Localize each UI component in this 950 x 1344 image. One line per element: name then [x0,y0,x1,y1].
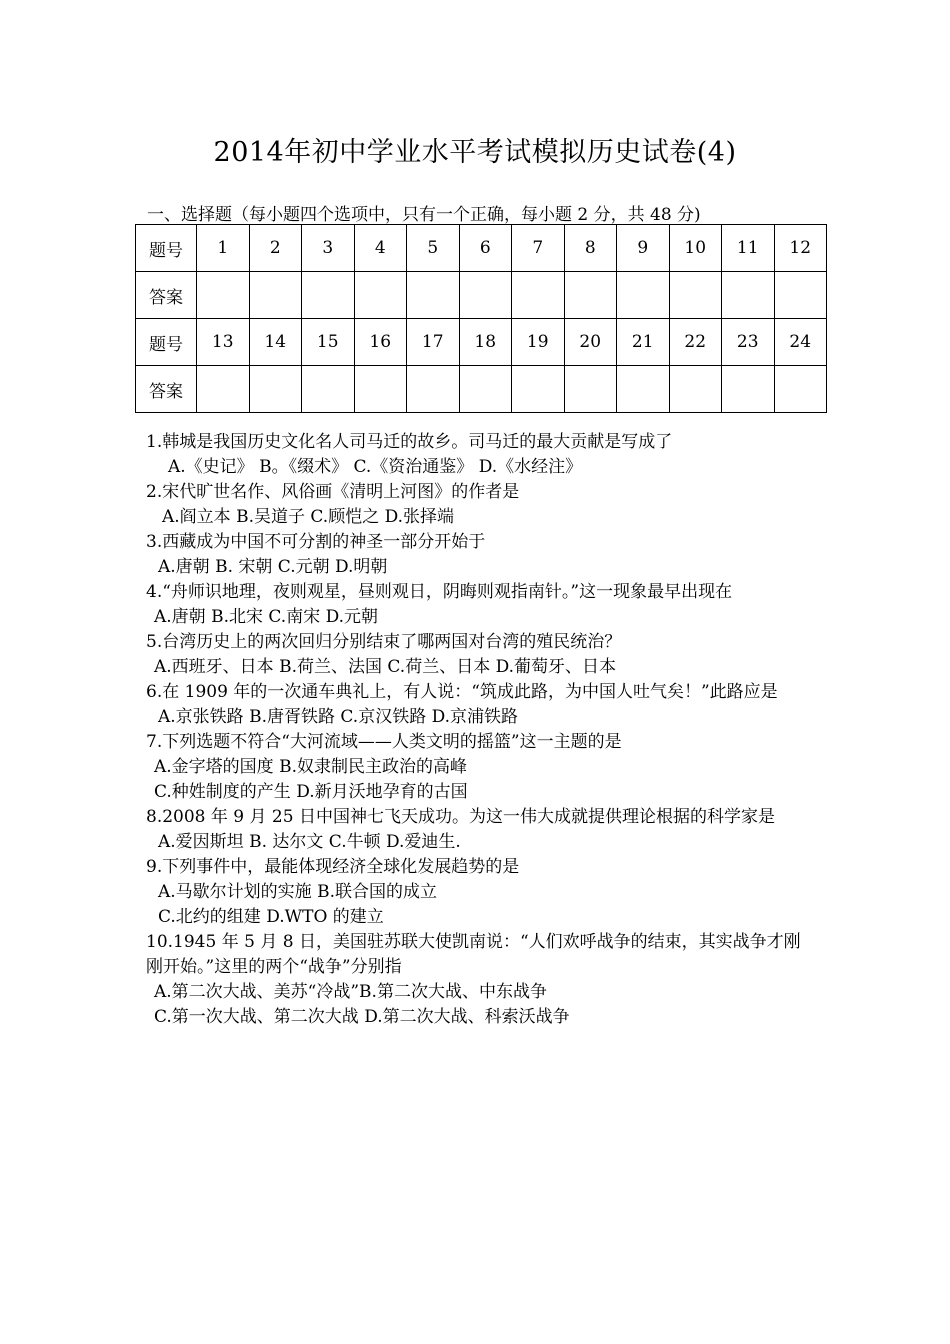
number-cell: 8 [564,225,617,272]
number-cell: 19 [512,319,565,366]
question-stem: 9.下列事件中，最能体现经济全球化发展趋势的是 [146,857,520,877]
number-cell: 6 [459,225,512,272]
row-header: 答案 [136,272,197,319]
answer-cell[interactable] [512,366,565,413]
answer-cell[interactable] [302,366,355,413]
answer-cell[interactable] [459,366,512,413]
question-stem: 3.西藏成为中国不可分割的神圣一部分开始于 [146,532,486,552]
question-stem: 7.下列选题不符合“大河流域——人类文明的摇篮”这一主题的是 [146,732,622,752]
question-stem: 10.1945 年 5 月 8 日，美国驻苏联大使凯南说：“人们欢呼战争的结束，其实战争才刚刚开始。”这里的两个“战争”分别指 [146,932,801,977]
answer-cell[interactable] [512,272,565,319]
number-cell: 2 [249,225,302,272]
question-options: A.第二次大战、美苏“冷战”B.第二次大战、中东战争 [154,982,547,1002]
question-options: A.阎立本 B.吴道子 C.顾恺之 D.张择端 [162,507,455,527]
answer-cell[interactable] [407,272,460,319]
question-stem: 8.2008 年 9 月 25 日中国神七飞天成功。为这一伟大成就提供理论根据的科学家是 [146,807,775,827]
table-row [136,366,827,413]
answer-cell[interactable] [722,272,775,319]
answer-cell[interactable] [197,366,250,413]
number-cell: 1 [197,225,250,272]
section-heading: 一、选择题（每小题四个选项中，只有一个正确，每小题 2 分，共 48 分) [147,205,701,225]
answer-cell[interactable] [249,366,302,413]
question-list [146,430,816,1030]
answer-cell[interactable] [617,272,670,319]
number-cell: 7 [512,225,565,272]
question-options: A.爱因斯坦 B. 达尔文 C.牛顿 D.爱迪生. [158,832,461,852]
number-cell: 15 [302,319,355,366]
answer-cell[interactable] [617,366,670,413]
number-cell: 14 [249,319,302,366]
answer-cell[interactable] [249,272,302,319]
question-options: A.《史记》 B。《缀术》 C.《资治通鉴》 D.《水经注》 [168,457,583,477]
question-options: C.北约的组建 D.WTO 的建立 [158,907,384,927]
number-cell: 10 [669,225,722,272]
number-cell: 3 [302,225,355,272]
number-cell: 13 [197,319,250,366]
number-cell: 20 [564,319,617,366]
row-header: 答案 [136,366,197,413]
answer-cell[interactable] [354,272,407,319]
question-options: C.第一次大战、第二次大战 D.第二次大战、科索沃战争 [154,1007,570,1027]
row-header: 题号 [136,319,197,366]
answer-cell[interactable] [197,272,250,319]
question-stem: 2.宋代旷世名作、风俗画《清明上河图》的作者是 [146,482,520,502]
question-options: C.种姓制度的产生 D.新月沃地孕育的古国 [154,782,468,802]
number-cell: 17 [407,319,460,366]
answer-cell[interactable] [774,272,827,319]
number-cell: 18 [459,319,512,366]
question-options: A.唐朝 B. 宋朝 C.元朝 D.明朝 [158,557,388,577]
answer-cell[interactable] [459,272,512,319]
question-options: A.金字塔的国度 B.奴隶制民主政治的高峰 [154,757,467,777]
answer-cell[interactable] [564,366,617,413]
answer-cell[interactable] [669,272,722,319]
question-options: A.西班牙、日本 B.荷兰、法国 C.荷兰、日本 D.葡萄牙、日本 [154,657,617,677]
number-cell: 24 [774,319,827,366]
answer-cell[interactable] [669,366,722,413]
number-cell: 11 [722,225,775,272]
number-cell: 22 [669,319,722,366]
answer-cell[interactable] [407,366,460,413]
answer-table [135,224,827,413]
number-cell: 16 [354,319,407,366]
row-header: 题号 [136,225,197,272]
question-options: A.唐朝 B.北宋 C.南宋 D.元朝 [154,607,379,627]
answer-cell[interactable] [302,272,355,319]
question-stem: 5.台湾历史上的两次回归分别结束了哪两国对台湾的殖民统治？ [146,632,622,652]
number-cell: 4 [354,225,407,272]
table-row [136,225,827,272]
number-cell: 12 [774,225,827,272]
question-stem: 4.“舟师识地理，夜则观星，昼则观日，阴晦则观指南针。”这一现象最早出现在 [146,582,733,602]
number-cell: 5 [407,225,460,272]
table-row [136,272,827,319]
question-stem: 6.在 1909 年的一次通车典礼上，有人说：“筑成此路，为中国人吐气矣！”此路应是 [146,682,778,702]
question-stem: 1.韩城是我国历史文化名人司马迁的故乡。司马迁的最大贡献是写成了 [146,432,673,452]
page-title: 2014年初中学业水平考试模拟历史试卷(4) [213,137,737,168]
answer-cell[interactable] [354,366,407,413]
number-cell: 21 [617,319,670,366]
question-options: A.京张铁路 B.唐胥铁路 C.京汉铁路 D.京浦铁路 [158,707,519,727]
answer-cell[interactable] [722,366,775,413]
answer-cell[interactable] [774,366,827,413]
question-options: A.马歇尔计划的实施 B.联合国的成立 [158,882,437,902]
table-row [136,319,827,366]
answer-cell[interactable] [564,272,617,319]
number-cell: 9 [617,225,670,272]
number-cell: 23 [722,319,775,366]
